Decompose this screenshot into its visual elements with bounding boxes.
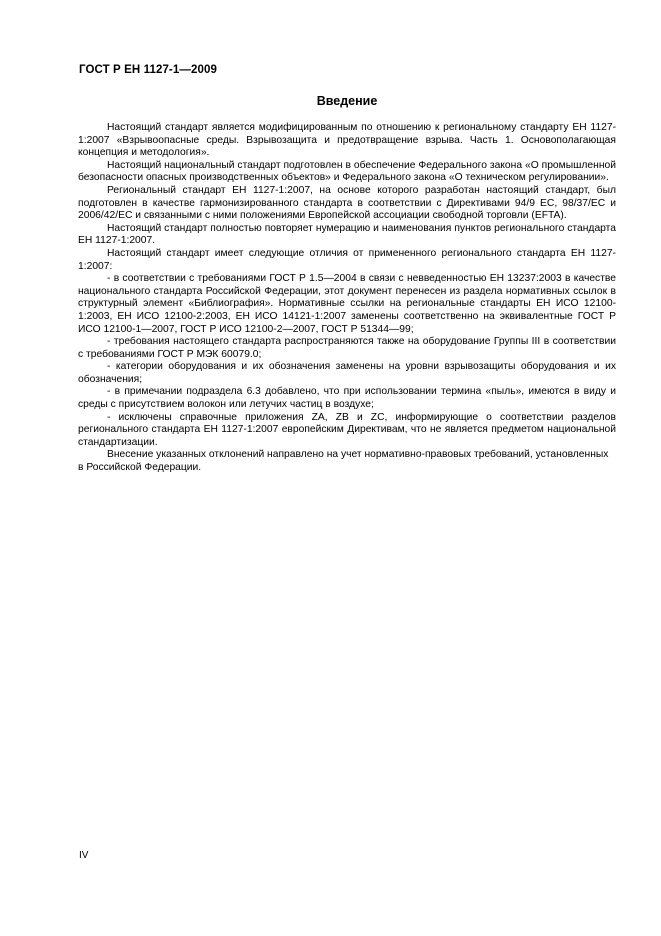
- document-header-id: ГОСТ Р ЕН 1127-1—2009: [79, 64, 217, 76]
- paragraph: Настоящий стандарт является модифицированным по отношению к региональному стандарту ЕН 1127-1:2007 «Взрывоопасные среды. Взрывозащита и предотвращение взрыва. Часть 1. Основополагающая концепция и методология».: [78, 122, 616, 159]
- list-item: - категории оборудования и их обозначения заменены на уровни взрывозащиты оборудования и их обозначения;: [78, 361, 616, 385]
- list-item: - в соответствии с требованиями ГОСТ Р 1.5—2004 в связи с невведенностью ЕН 13237:2003 в качестве национального стандарта Российской Федерации, этот документ перенесен из раздела нормативных ссылок в структурный элемент «Библиография». Нормативные ссылки на региональные стандарты ЕН ИСО 12100-1:2003, ЕН ИСО 12100-2:2003, ЕН ИСО 14121-1:2007 заменены соответственно на эквивалентные ГОСТ Р ИСО 12100-1—2007, ГОСТ Р ИСО 12100-2—2007, ГОСТ Р 51344—99;: [78, 273, 616, 335]
- list-item: - требования настоящего стандарта распространяются также на оборудование Группы III в соответствии с требованиями ГОСТ Р МЭК 60079.0;: [78, 336, 616, 360]
- paragraph: Настоящий стандарт имеет следующие отличия от примененного регионального стандарта ЕН 1127-1:2007:: [78, 247, 616, 272]
- paragraph: Внесение указанных отклонений направлено на учет нормативно-правовых требований, установленных в Российской Федерации.: [78, 449, 609, 474]
- paragraph: Настоящий стандарт полностью повторяет нумерацию и наименования пунктов регионального стандарта ЕН 1127-1:2007.: [78, 222, 616, 247]
- paragraph: Настоящий национальный стандарт подготовлен в обеспечение Федерального закона «О промышленной безопасности опасных производственных объектов» и Федерального закона «О техническом регулировании».: [78, 159, 616, 184]
- introduction-body: [78, 122, 616, 475]
- paragraph: Региональный стандарт ЕН 1127-1:2007, на основе которого разработан настоящий стандарт, был подготовлен в качестве гармонизированного стандарта в соответствии с Директивами 94/9 ЕС, 98/37/ЕС и 2006/42/ЕС и связанными с ними положениями Европейской ассоциации свободной торговли (EFTA).: [78, 184, 616, 222]
- list-item: - исключены справочные приложения ZA, ZB и ZC, информирующие о соответствии разделов регионального стандарта ЕН 1127-1:2007 европейским Директивам, что не является предметом национальной стандартизации.: [78, 411, 616, 448]
- page-number: IV: [79, 850, 89, 861]
- list-item: - в примечании подраздела 6.3 добавлено, что при использовании термина «пыль», имеются в виду и среды с присутствием волокон или летучих частиц в воздухе;: [78, 386, 616, 411]
- section-title: Введение: [316, 94, 378, 108]
